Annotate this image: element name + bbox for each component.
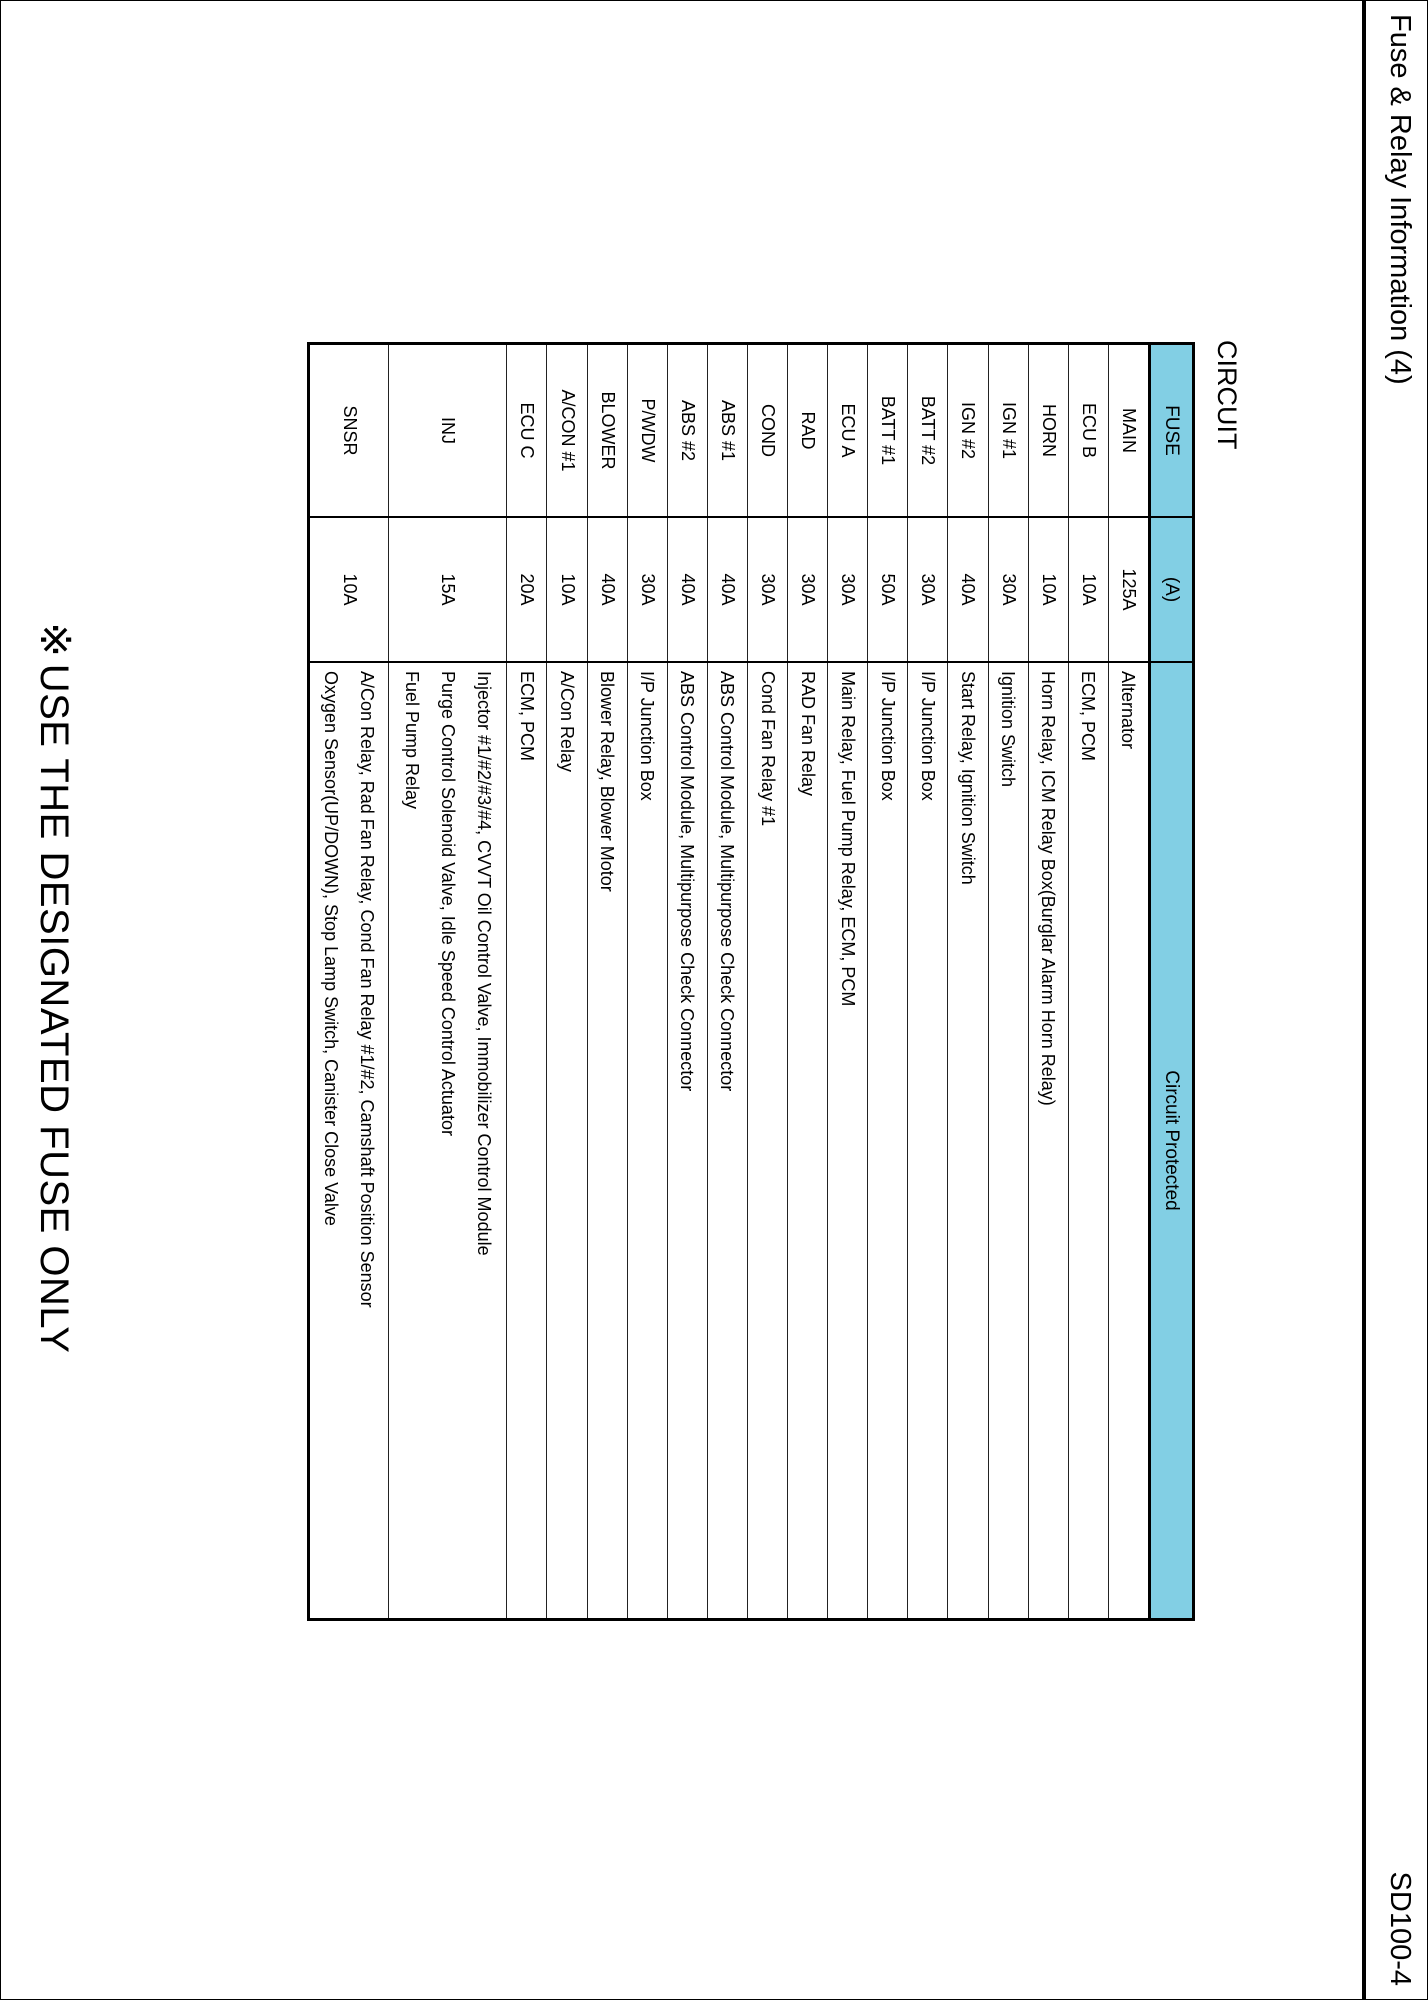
fuse-amp-cell: 15A [389, 517, 507, 662]
table-row [587, 345, 627, 1618]
table-row [310, 345, 389, 1618]
table-row [747, 345, 787, 1618]
circuit-protected-cell [389, 662, 507, 1618]
table-row [788, 345, 828, 1618]
table-row [547, 345, 587, 1618]
circuit-line: I/P Junction Box [917, 671, 938, 801]
fuse-name-cell: ECU B [1068, 345, 1108, 517]
table-row [507, 345, 547, 1618]
circuit-line: ABS Control Module, Multipurpose Check Connector [717, 671, 738, 1092]
fuse-amp-cell: 20A [507, 517, 547, 662]
circuit-line: ABS Control Module, Multipurpose Check Connector [677, 671, 698, 1092]
column-header-amps: (A) [1150, 517, 1193, 662]
circuit-protected-cell [507, 662, 547, 1618]
circuit-protected-cell [828, 662, 868, 1618]
circuit-line: Fuel Pump Relay [401, 671, 422, 810]
section-label: CIRCUIT [1212, 340, 1242, 450]
fuse-amp-cell: 10A [310, 517, 389, 662]
fuse-amp-cell: 30A [908, 517, 948, 662]
table-row [707, 345, 747, 1618]
fuse-table [307, 342, 1195, 1621]
page-title: Fuse & Relay Information (4) [1384, 14, 1416, 385]
circuit-line: Purge Control Solenoid Valve, Idle Speed Control Actuator [437, 671, 458, 1136]
fuse-amp-cell: 30A [788, 517, 828, 662]
fuse-amp-cell: 30A [747, 517, 787, 662]
fuse-name-cell: ABS #2 [667, 345, 707, 517]
circuit-protected-cell [587, 662, 627, 1618]
fuse-name-cell: SNSR [310, 345, 389, 517]
circuit-protected-cell [1028, 662, 1068, 1618]
fuse-name-cell: A/CON #1 [547, 345, 587, 517]
circuit-line: RAD Fan Relay [797, 671, 818, 797]
circuit-line: ECM, PCM [516, 671, 537, 761]
fuse-amp-cell: 40A [948, 517, 988, 662]
table-header-row [1150, 345, 1193, 1618]
fuse-name-cell: BATT #2 [908, 345, 948, 517]
fuse-name-cell: MAIN [1108, 345, 1149, 517]
circuit-protected-cell [667, 662, 707, 1618]
circuit-protected-cell [707, 662, 747, 1618]
circuit-line: Main Relay, Fuel Pump Relay, ECM, PCM [837, 671, 858, 1007]
fuse-name-cell: INJ [389, 345, 507, 517]
circuit-line: A/Con Relay [557, 671, 578, 773]
circuit-line: Injector #1/#2/#3/#4, CVVT Oil Control Valve, Immobilizer Control Module [473, 671, 494, 1256]
fuse-amp-cell: 10A [1028, 517, 1068, 662]
circuit-line: I/P Junction Box [877, 671, 898, 801]
fuse-amp-cell: 40A [587, 517, 627, 662]
table-row [868, 345, 908, 1618]
fuse-amp-cell: 40A [707, 517, 747, 662]
fuse-name-cell: ECU A [828, 345, 868, 517]
circuit-line: Start Relay, Ignition Switch [957, 671, 978, 885]
fuse-amp-cell: 50A [868, 517, 908, 662]
circuit-protected-cell [627, 662, 667, 1618]
fuse-name-cell: IGN #1 [988, 345, 1028, 517]
fuse-name-cell: P/WDW [627, 345, 667, 517]
page-code: SD100-4 [1384, 1871, 1416, 1986]
circuit-protected-cell [310, 662, 389, 1618]
circuit-line: Ignition Switch [998, 671, 1019, 788]
fuse-name-cell: ECU C [507, 345, 547, 517]
circuit-line: Cond Fan Relay #1 [757, 671, 778, 827]
fuse-name-cell: IGN #2 [948, 345, 988, 517]
circuit-line: Oxygen Sensor(UP/DOWN), Stop Lamp Switch, Canister Close Valve [321, 671, 342, 1226]
fuse-amp-cell: 30A [627, 517, 667, 662]
notice-text: USE THE DESIGNATED FUSE ONLY [32, 663, 76, 1354]
circuit-line: Alternator [1118, 671, 1139, 750]
circuit-line: I/P Junction Box [637, 671, 658, 801]
table-row [1108, 345, 1149, 1618]
circuit-line: A/Con Relay, Rad Fan Relay, Cond Fan Relay #1/#2, Camshaft Position Sensor [357, 671, 378, 1308]
fuse-name-cell: RAD [788, 345, 828, 517]
fuse-amp-cell: 10A [547, 517, 587, 662]
table-row [1068, 345, 1108, 1618]
table-row [948, 345, 988, 1618]
fuse-amp-cell: 30A [828, 517, 868, 662]
circuit-line: Blower Relay, Blower Motor [597, 671, 618, 892]
circuit-protected-cell [868, 662, 908, 1618]
fuse-name-cell: ABS #1 [707, 345, 747, 517]
table-row [988, 345, 1028, 1618]
fuse-name-cell: COND [747, 345, 787, 517]
circuit-protected-cell [988, 662, 1028, 1618]
table-row [1028, 345, 1068, 1618]
fuse-table-body [310, 345, 1150, 1618]
column-header-circuit: Circuit Protected [1150, 662, 1193, 1618]
circuit-line: ECM, PCM [1078, 671, 1099, 761]
circuit-protected-cell [948, 662, 988, 1618]
circuit-protected-cell [788, 662, 828, 1618]
fuse-amp-cell: 10A [1068, 517, 1108, 662]
table-row [908, 345, 948, 1618]
reference-mark-icon: ※ [32, 622, 79, 658]
circuit-protected-cell [908, 662, 948, 1618]
column-header-fuse: FUSE [1150, 345, 1193, 517]
table-row [667, 345, 707, 1618]
circuit-protected-cell [1108, 662, 1149, 1618]
fuse-name-cell: BATT #1 [868, 345, 908, 517]
circuit-protected-cell [1068, 662, 1108, 1618]
fuse-name-cell: HORN [1028, 345, 1068, 517]
circuit-protected-cell [547, 662, 587, 1618]
circuit-protected-cell [747, 662, 787, 1618]
fuse-name-cell: BLOWER [587, 345, 627, 517]
table-row [828, 345, 868, 1618]
fuse-amp-cell: 40A [667, 517, 707, 662]
fuse-amp-cell: 125A [1108, 517, 1149, 662]
table-row [389, 345, 507, 1618]
table-row [627, 345, 667, 1618]
circuit-line: Horn Relay, ICM Relay Box(Burglar Alarm Horn Relay) [1038, 671, 1059, 1106]
fuse-amp-cell: 30A [988, 517, 1028, 662]
notice [31, 622, 80, 1353]
